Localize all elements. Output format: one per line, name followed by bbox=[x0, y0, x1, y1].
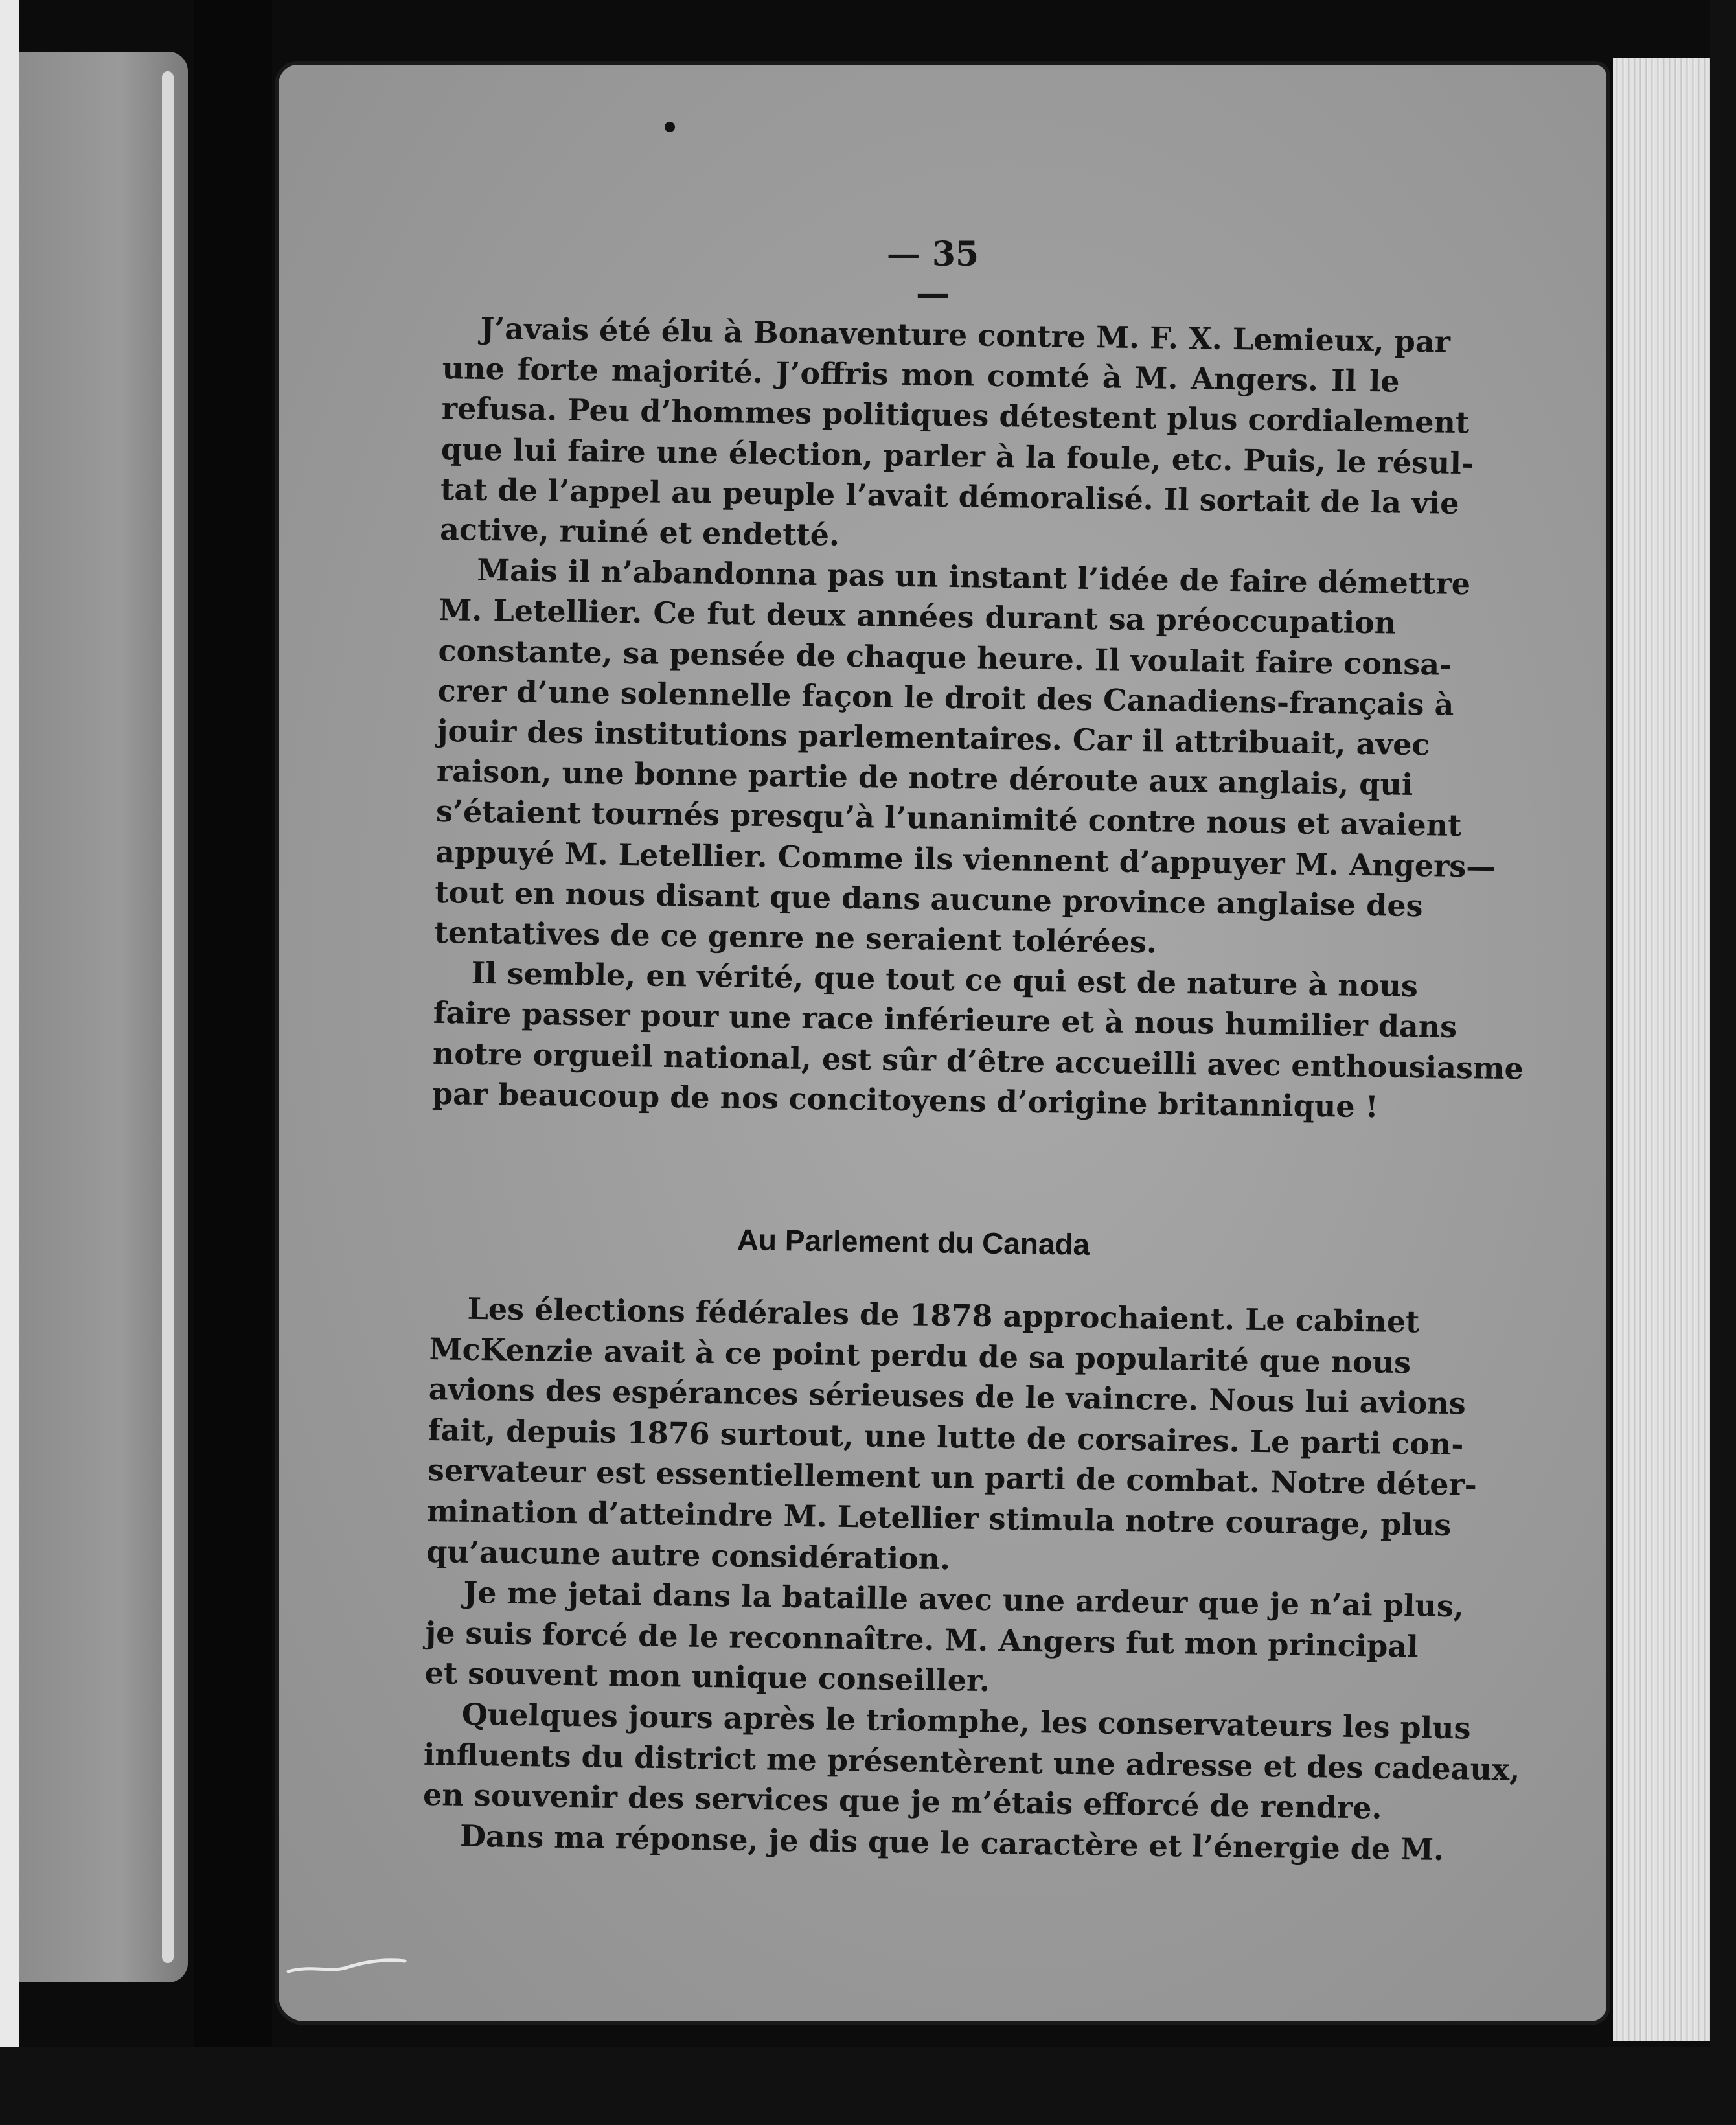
text-line: Les élections fédérales de 1878 approchaient. Le cabinet bbox=[467, 1291, 1420, 1340]
text-line: mination d’atteindre M. Letellier stimula notre courage, plus bbox=[426, 1493, 1452, 1543]
text-line: que lui faire une élection, parler à la foule, etc. Puis, le résul- bbox=[440, 431, 1474, 481]
text-line: influents du district me présentèrent une adresse et des cadeaux, bbox=[423, 1736, 1520, 1787]
text-line: crer d’une solennelle façon le droit des Canadiens-français à bbox=[437, 672, 1454, 722]
ink-spot bbox=[665, 122, 675, 132]
text-line: avions des espérances sérieuses de le vaincre. Nous lui avions bbox=[428, 1372, 1467, 1421]
book-gutter bbox=[194, 0, 272, 2125]
text-line: appuyé M. Letellier. Comme ils viennent d’appuyer M. Angers— bbox=[435, 834, 1496, 884]
scratch-mark bbox=[285, 1953, 408, 1979]
text-line: qu’aucune autre considération. bbox=[426, 1533, 951, 1576]
text-line: raison, une bonne partie de notre déroute aux anglais, qui bbox=[436, 753, 1413, 803]
text-line: tat de l’appel au peuple l’avait démoralisé. Il sortait de la vie bbox=[440, 471, 1459, 521]
section-2-text bbox=[422, 1288, 1520, 1869]
text-line: notre orgueil national, est sûr d’être accueilli avec enthousiasme bbox=[432, 1035, 1524, 1086]
text-line: constante, sa pensée de chaque heure. Il voulait faire consa- bbox=[438, 632, 1452, 682]
text-line: et souvent mon unique conseiller. bbox=[424, 1655, 990, 1699]
text-line: M. Letellier. Ce fut deux années durant sa préoccupation bbox=[439, 592, 1397, 641]
text-line: J’avais été élu à Bonaventure contre M. F. X. Lemieux, par bbox=[480, 310, 1451, 360]
text-line: Quelques jours après le triomphe, les conservateurs les plus bbox=[461, 1696, 1471, 1746]
page-number: — 35 — bbox=[886, 235, 979, 314]
text-line: refusa. Peu d’hommes politiques détestent plus cordialement bbox=[441, 391, 1470, 441]
text-line: s’étaient tournés presqu’à l’unanimité contre nous et avaient bbox=[435, 794, 1462, 844]
text-line: en souvenir des services que je m’étais efforcé de rendre. bbox=[422, 1777, 1382, 1826]
film-edge-right bbox=[1710, 0, 1736, 2125]
text-line: Je me jetai dans la bataille avec une ardeur que je n’ai plus, bbox=[463, 1574, 1465, 1624]
page-stack-edges bbox=[1613, 58, 1710, 2041]
text-line: jouir des institutions parlementaires. Car il attribuait, avec bbox=[437, 713, 1430, 763]
section-1-text bbox=[431, 308, 1524, 1127]
previous-page-edge bbox=[162, 71, 174, 1963]
text-line: Dans ma réponse, je dis que le caractère et l’énergie de M. bbox=[459, 1818, 1445, 1867]
film-edge-left bbox=[0, 0, 19, 2125]
text-line: tentatives de ce genre ne seraient tolérées. bbox=[434, 914, 1158, 960]
text-line: je suis forcé de le reconnaître. M. Angers fut mon principal bbox=[425, 1614, 1419, 1664]
text-line: Mais il n’abandonna pas un instant l’idée de faire démettre bbox=[476, 552, 1471, 602]
text-line: tout en nous disant que dans aucune province anglaise des bbox=[435, 874, 1423, 924]
text-line: active, ruiné et endetté. bbox=[439, 511, 840, 553]
text-line: une forte majorité. J’offris mon comté à M. Angers. Il le bbox=[442, 350, 1400, 399]
text-line: servateur est essentiellement un parti de combat. Notre déter- bbox=[427, 1453, 1478, 1502]
text-line: par beaucoup de nos concitoyens d’origine britannique ! bbox=[431, 1075, 1379, 1125]
text-line: fait, depuis 1876 surtout, une lutte de corsaires. Le parti con- bbox=[428, 1412, 1464, 1462]
text-line: McKenzie avait à ce point perdu de sa popularité que nous bbox=[429, 1331, 1411, 1380]
section-heading: Au Parlement du Canada bbox=[737, 1223, 1090, 1261]
text-line: Il semble, en vérité, que tout ce qui est de nature à nous bbox=[471, 955, 1419, 1004]
text-line: faire passer pour une race inférieure et à nous humilier dans bbox=[433, 995, 1457, 1045]
film-edge-bottom bbox=[0, 2047, 1736, 2125]
